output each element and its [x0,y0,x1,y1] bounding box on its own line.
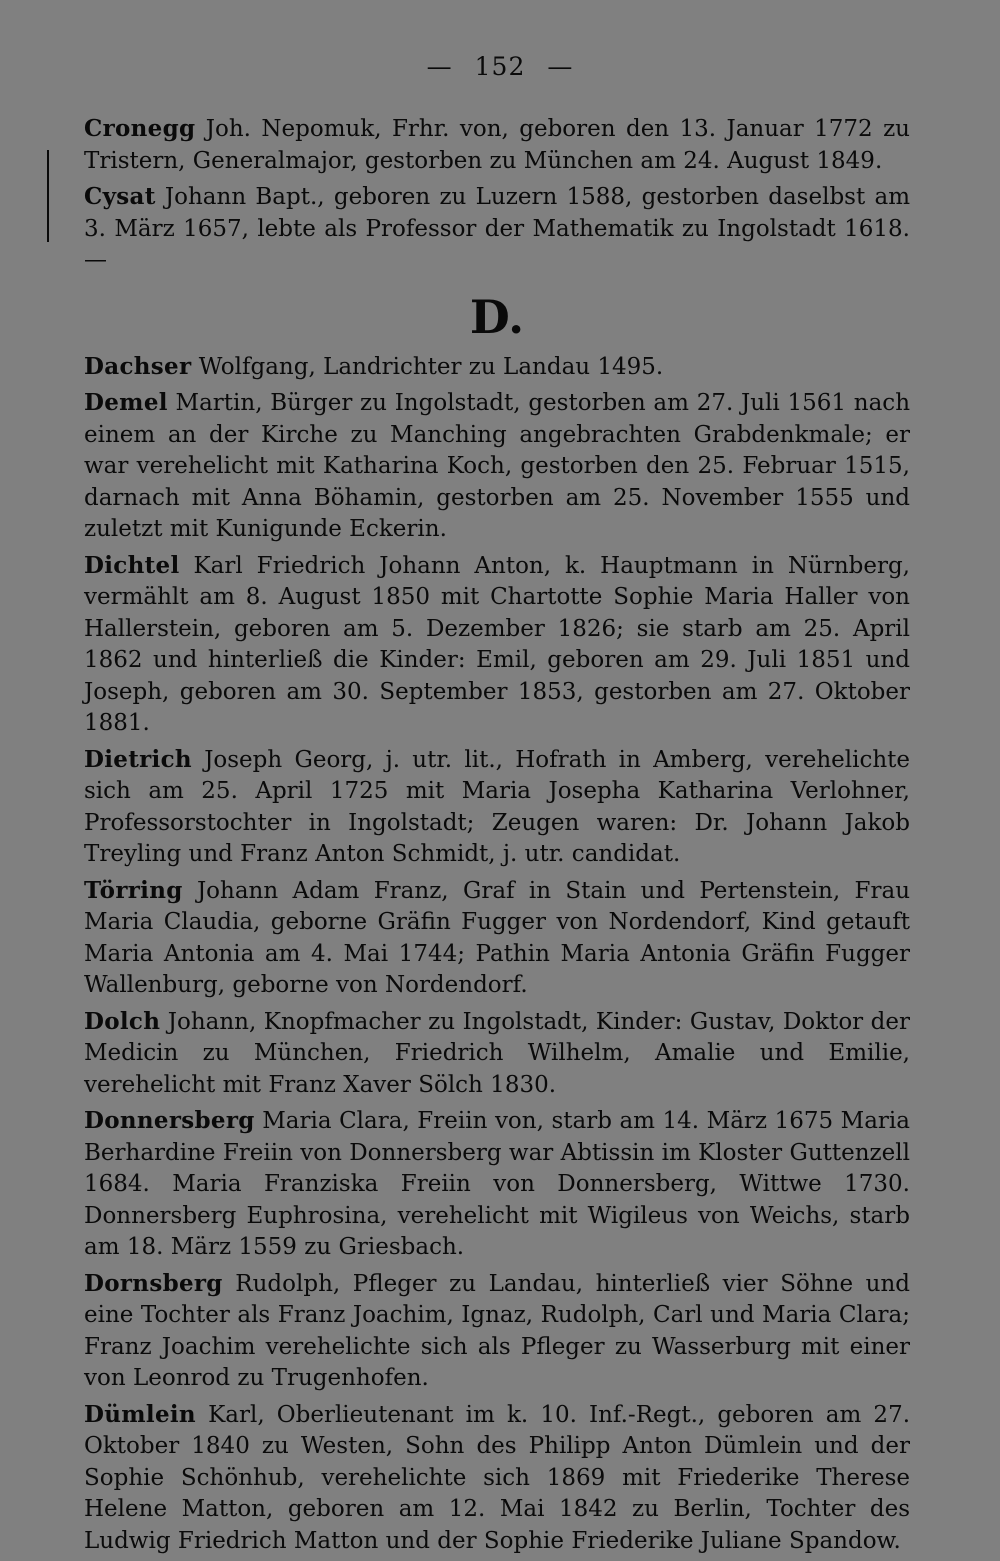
header-dash-left: — [426,52,453,81]
entry-cysat [84,181,910,277]
entry-dietrich [84,744,910,871]
page-body [84,113,910,1561]
entry-name: Cronegg [84,115,196,142]
entry-text: Johann Bapt., geboren zu Luzern 1588, gestorben daselbst am 3. März 1657, lebte als Professor der Mathematik zu Ingolstadt 1618. — [84,184,911,273]
header-dash-right: — [547,52,574,81]
entry-name: Dichtel [84,551,180,579]
entry-name: Cysat [84,183,156,210]
entry-name: Dolch [84,1007,161,1035]
entry-text: Joseph Georg, j. utr. lit., Hofrath in Amberg, verehelichte sich am 25. April 1725 mit Maria Josepha Katharina Verlohner, Professorstochter in Ingolstadt; Zeugen waren: Dr. Johann Jakob Treyling und Franz Anton Schmidt, j. utr. candidat. [84,746,911,867]
entry-text: Martin, Bürger zu Ingolstadt, gestorben am 27. Juli 1561 nach einem an der Kirche zu Manching angebrachten Grabdenkmale; er war verehelicht mit Katharina Koch, gestorben den 25. Februar 1515, darnach mit Anna Böhamin, gestorben am 25. November 1555 und zuletzt mit Kunigunde Eckerin. [84,390,911,542]
entry-name: Dümlein [84,1400,196,1428]
page-number: 152 [474,52,526,81]
entry-name: Dietrich [84,745,192,773]
page-number-header [0,52,1000,81]
entry-text: Johann, Knopfmacher zu Ingolstadt, Kinder: Gustav, Doktor der Medicin zu München, Friedrich Wilhelm, Amalie und Emilie, verehelicht mit Franz Xaver Sölch 1830. [84,1008,910,1098]
entry-text: Wolfgang, Landrichter zu Landau 1495. [198,353,664,380]
entry-name: Törring [84,876,183,904]
entry-demel [84,387,910,546]
entry-dolch [84,1006,910,1102]
margin-mark [47,150,49,242]
entry-name: Demel [84,389,168,416]
entry-text: Joh. Nepomuk, Frhr. von, geboren den 13. Januar 1772 zu Tristern, Generalmajor, gestorben zu München am 24. August 1849. [84,116,910,174]
entry-text: Rudolph, Pfleger zu Landau, hinterließ vier Söhne und eine Tochter als Franz Joachim, Ignaz, Rudolph, Carl und Maria Clara; Franz Joachim verehelichte sich als Pfleger zu Wasserburg mit einer von Leonrod zu Trugenhofen. [84,1270,911,1391]
entry-text: Maria Clara, Freiin von, starb am 14. März 1675 Maria Berhardine Freiin von Donnersberg war Abtissin im Kloster Guttenzell 1684. Maria Franziska Freiin von Donnersberg, Wittwe 1730. Donnersberg Euphrosina, verehelicht mit Wigileus von Weichs, starb am 18. März 1559 zu Griesbach. [84,1108,910,1260]
entry-dornsberg [84,1268,910,1395]
section-heading: D. [469,289,525,344]
entry-text: Johann Adam Franz, Graf in Stain und Pertenstein, Frau Maria Claudia, geborne Gräfin Fugger von Nordendorf, Kind getauft Maria Antonia am 4. Mai 1744; Pathin Maria Antonia Gräfin Fugger Wallenburg, geborne von Nordendorf. [84,877,911,998]
entry-text: Karl Friedrich Johann Anton, k. Hauptmann in Nürnberg, vermählt am 8. August 1850 mit Chartotte Sophie Maria Haller von Hallerstein, geboren am 5. Dezember 1826; sie starb am 25. April 1862 und hinterließ die Kinder: Emil, geboren am 29. Juli 1851 und Joseph, geboren am 30. September 1853, gestorben am 27. Oktober 1881. [84,552,910,736]
entry-dachser [84,351,910,384]
entry-text: Karl, Oberlieutenant im k. 10. Inf.-Regt., geboren am 27. Oktober 1840 zu Westen, Sohn des Philipp Anton Dümlein und der Sophie Schönhub, verehelichte sich 1869 mit Friederike Therese Helene Matton, geboren am 12. Mai 1842 zu Berlin, Tochter des Ludwig Friedrich Matton und der Sophie Friederike Juliane Spandow. [84,1401,911,1554]
entry-cronegg [84,113,910,177]
entry-name: Dornsberg [84,1269,223,1297]
entry-duemlein [84,1399,910,1558]
entry-dichtel [84,550,910,740]
entry-donnersberg [84,1105,910,1264]
entry-name: Dachser [84,352,192,380]
entry-toerring [84,875,910,1002]
entry-name: Donnersberg [84,1107,255,1134]
